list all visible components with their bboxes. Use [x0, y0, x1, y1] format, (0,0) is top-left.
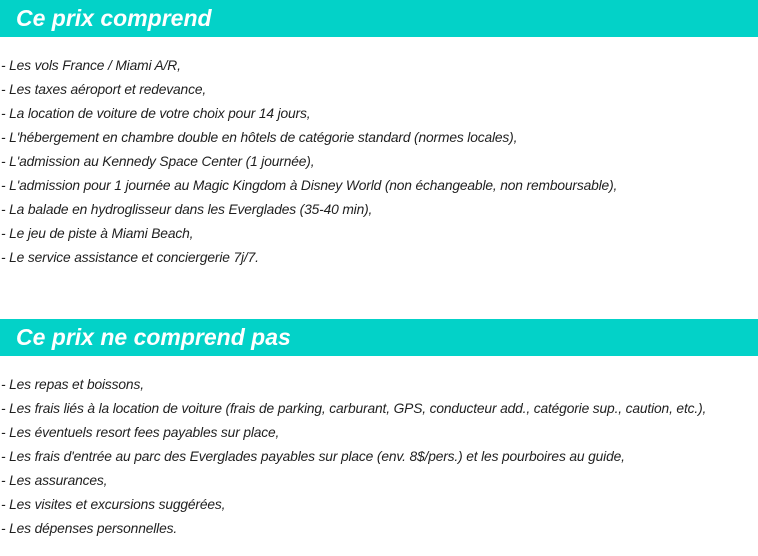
excluded-list	[0, 356, 758, 541]
included-item: - La location de voiture de votre choix pour 14 jours,	[1, 106, 311, 121]
included-list	[0, 37, 758, 270]
excluded-section	[0, 319, 758, 541]
included-item: - Les taxes aéroport et redevance,	[1, 82, 207, 97]
excluded-item: - Les éventuels resort fees payables sur place,	[1, 425, 280, 440]
included-item: - Les vols France / Miami A/R,	[1, 58, 181, 73]
included-section-title: Ce prix comprend	[0, 0, 758, 37]
included-item: - Le jeu de piste à Miami Beach,	[1, 226, 194, 241]
excluded-item: - Les visites et excursions suggérées,	[1, 497, 226, 512]
excluded-item: - Les frais liés à la location de voiture (frais de parking, carburant, GPS, conducteur add., catégorie sup., caution, etc.),	[1, 401, 707, 416]
included-item: - L'hébergement en chambre double en hôtels de catégorie standard (normes locales),	[1, 130, 518, 145]
included-item: - La balade en hydroglisseur dans les Everglades (35-40 min),	[1, 202, 373, 217]
excluded-section-title: Ce prix ne comprend pas	[0, 319, 758, 356]
excluded-item: - Les dépenses personnelles.	[1, 521, 178, 536]
excluded-item: - Les repas et boissons,	[1, 377, 144, 392]
excluded-item: - Les assurances,	[1, 473, 108, 488]
included-item: - L'admission au Kennedy Space Center (1 journée),	[1, 154, 315, 169]
excluded-item: - Les frais d'entrée au parc des Everglades payables sur place (env. 8$/pers.) et les pourboires au guide,	[1, 449, 625, 464]
included-section	[0, 0, 758, 270]
included-item: - Le service assistance et conciergerie 7j/7.	[1, 250, 259, 265]
included-item: - L'admission pour 1 journée au Magic Kingdom à Disney World (non échangeable, non remboursable),	[1, 178, 618, 193]
